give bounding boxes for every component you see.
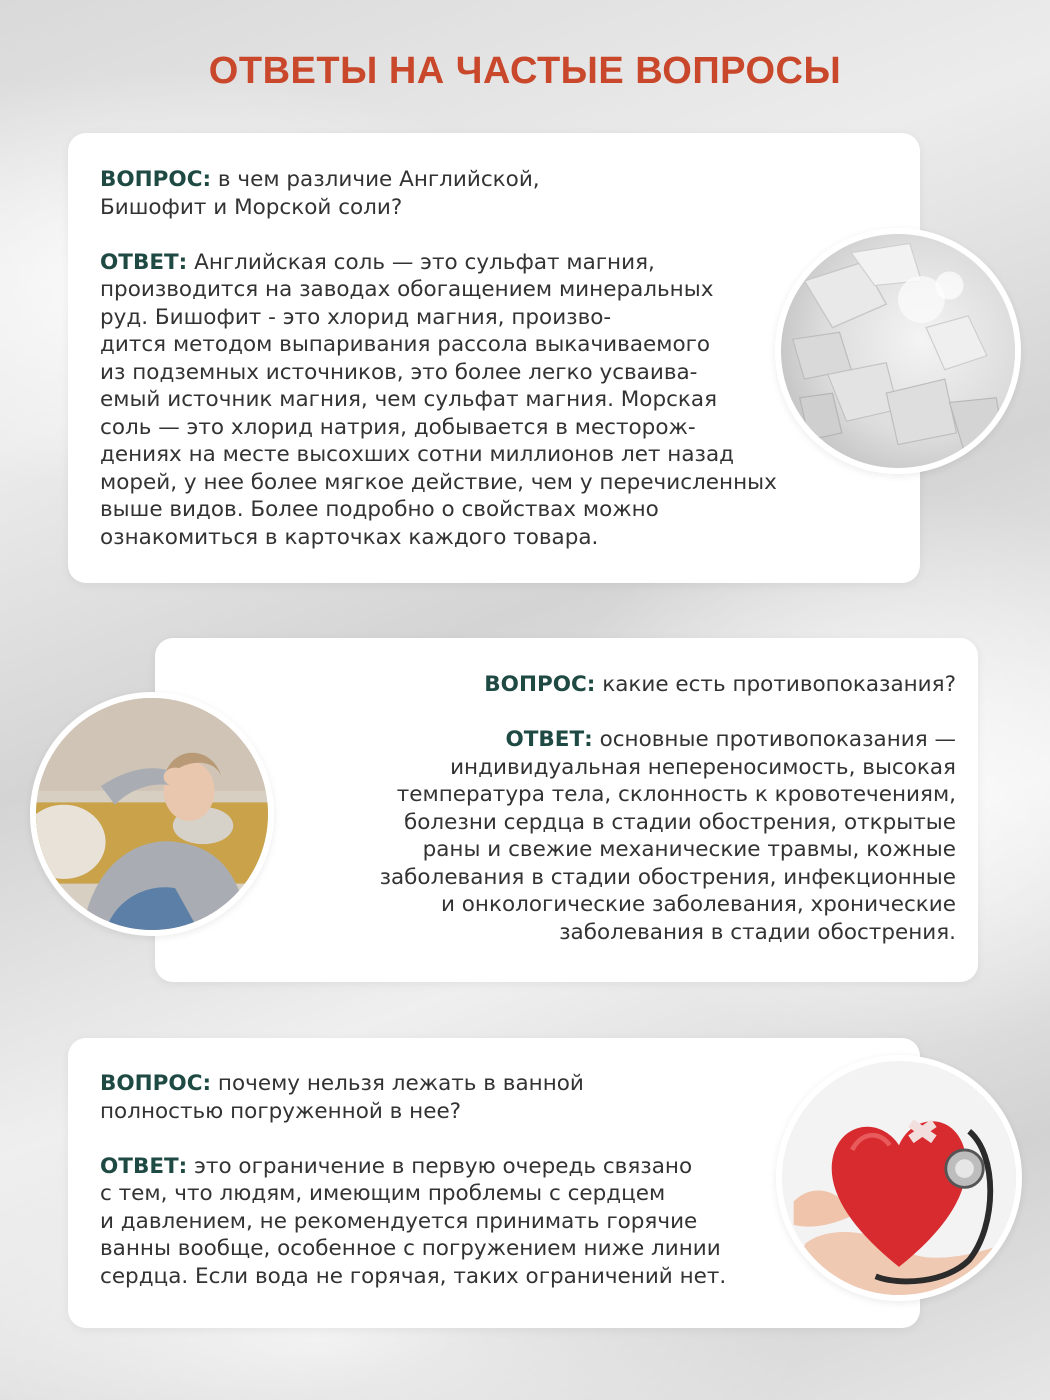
- question-text: почему нельзя лежать в ванной полностью погруженной в нее?: [100, 1071, 584, 1124]
- answer-1: [100, 249, 840, 552]
- question-text: какие есть противопоказания?: [602, 672, 956, 697]
- question-2: [320, 671, 956, 699]
- question-3: [100, 1070, 800, 1125]
- answer-3: [100, 1153, 800, 1291]
- answer-text: это ограничение в первую очередь связано с тем, что людям, имеющим проблемы с сердцем и давлением, не рекомендуется принимать горячие ванны вообще, особенное с погружением ниже линии сердца. Если вода не горячая, таких ограничений нет.: [100, 1153, 727, 1289]
- answer-text: основные противопоказания — индивидуальная непереносимость, высокая температура тела, склонность к кровотечениям, болезни сердца в стадии обострения, открытые раны и свежие механические травмы, кожные заболевания в стадии обострения, инфекционные и онкологические заболевания, хронические заболевания в стадии обострения.: [379, 727, 956, 945]
- page-title: ОТВЕТЫ НА ЧАСТЫЕ ВОПРОСЫ: [208, 50, 842, 92]
- heart-stethoscope-image: [776, 1055, 1022, 1301]
- salt-crystals-image: [775, 228, 1021, 474]
- question-label: ВОПРОС:: [100, 167, 212, 192]
- answer-text: Английская соль — это сульфат магния, производится на заводах обогащением минеральных руд. Бишофит - это хлорид магния, произво- дится методом выпаривания рассола выкачиваемого из подземных источников, это более легко усваива- емый источник магния, чем сульфат магния. Морская соль — это хлорид натрия, добывается в месторож- дениях на месте высохших сотни миллионов лет назад морей, у нее более мягкое действие, чем у перечисленных выше видов. Более подробно о свойствах можно ознакомиться в карточках каждого товара.: [100, 249, 777, 550]
- answer-label: ОТВЕТ:: [100, 249, 188, 275]
- question-1: [100, 166, 840, 221]
- faq-text-3: [100, 1070, 800, 1290]
- answer-2: [320, 726, 956, 946]
- answer-label: ОТВЕТ:: [100, 1153, 188, 1179]
- question-label: ВОПРОС:: [484, 672, 596, 697]
- question-text: в чем различие Английской, Бишофит и Морской соли?: [100, 167, 540, 220]
- sick-woman-image: [30, 692, 274, 936]
- question-label: ВОПРОС:: [100, 1071, 212, 1096]
- faq-text-2: [320, 671, 956, 946]
- faq-text-1: [100, 166, 840, 551]
- answer-label: ОТВЕТ:: [505, 727, 593, 752]
